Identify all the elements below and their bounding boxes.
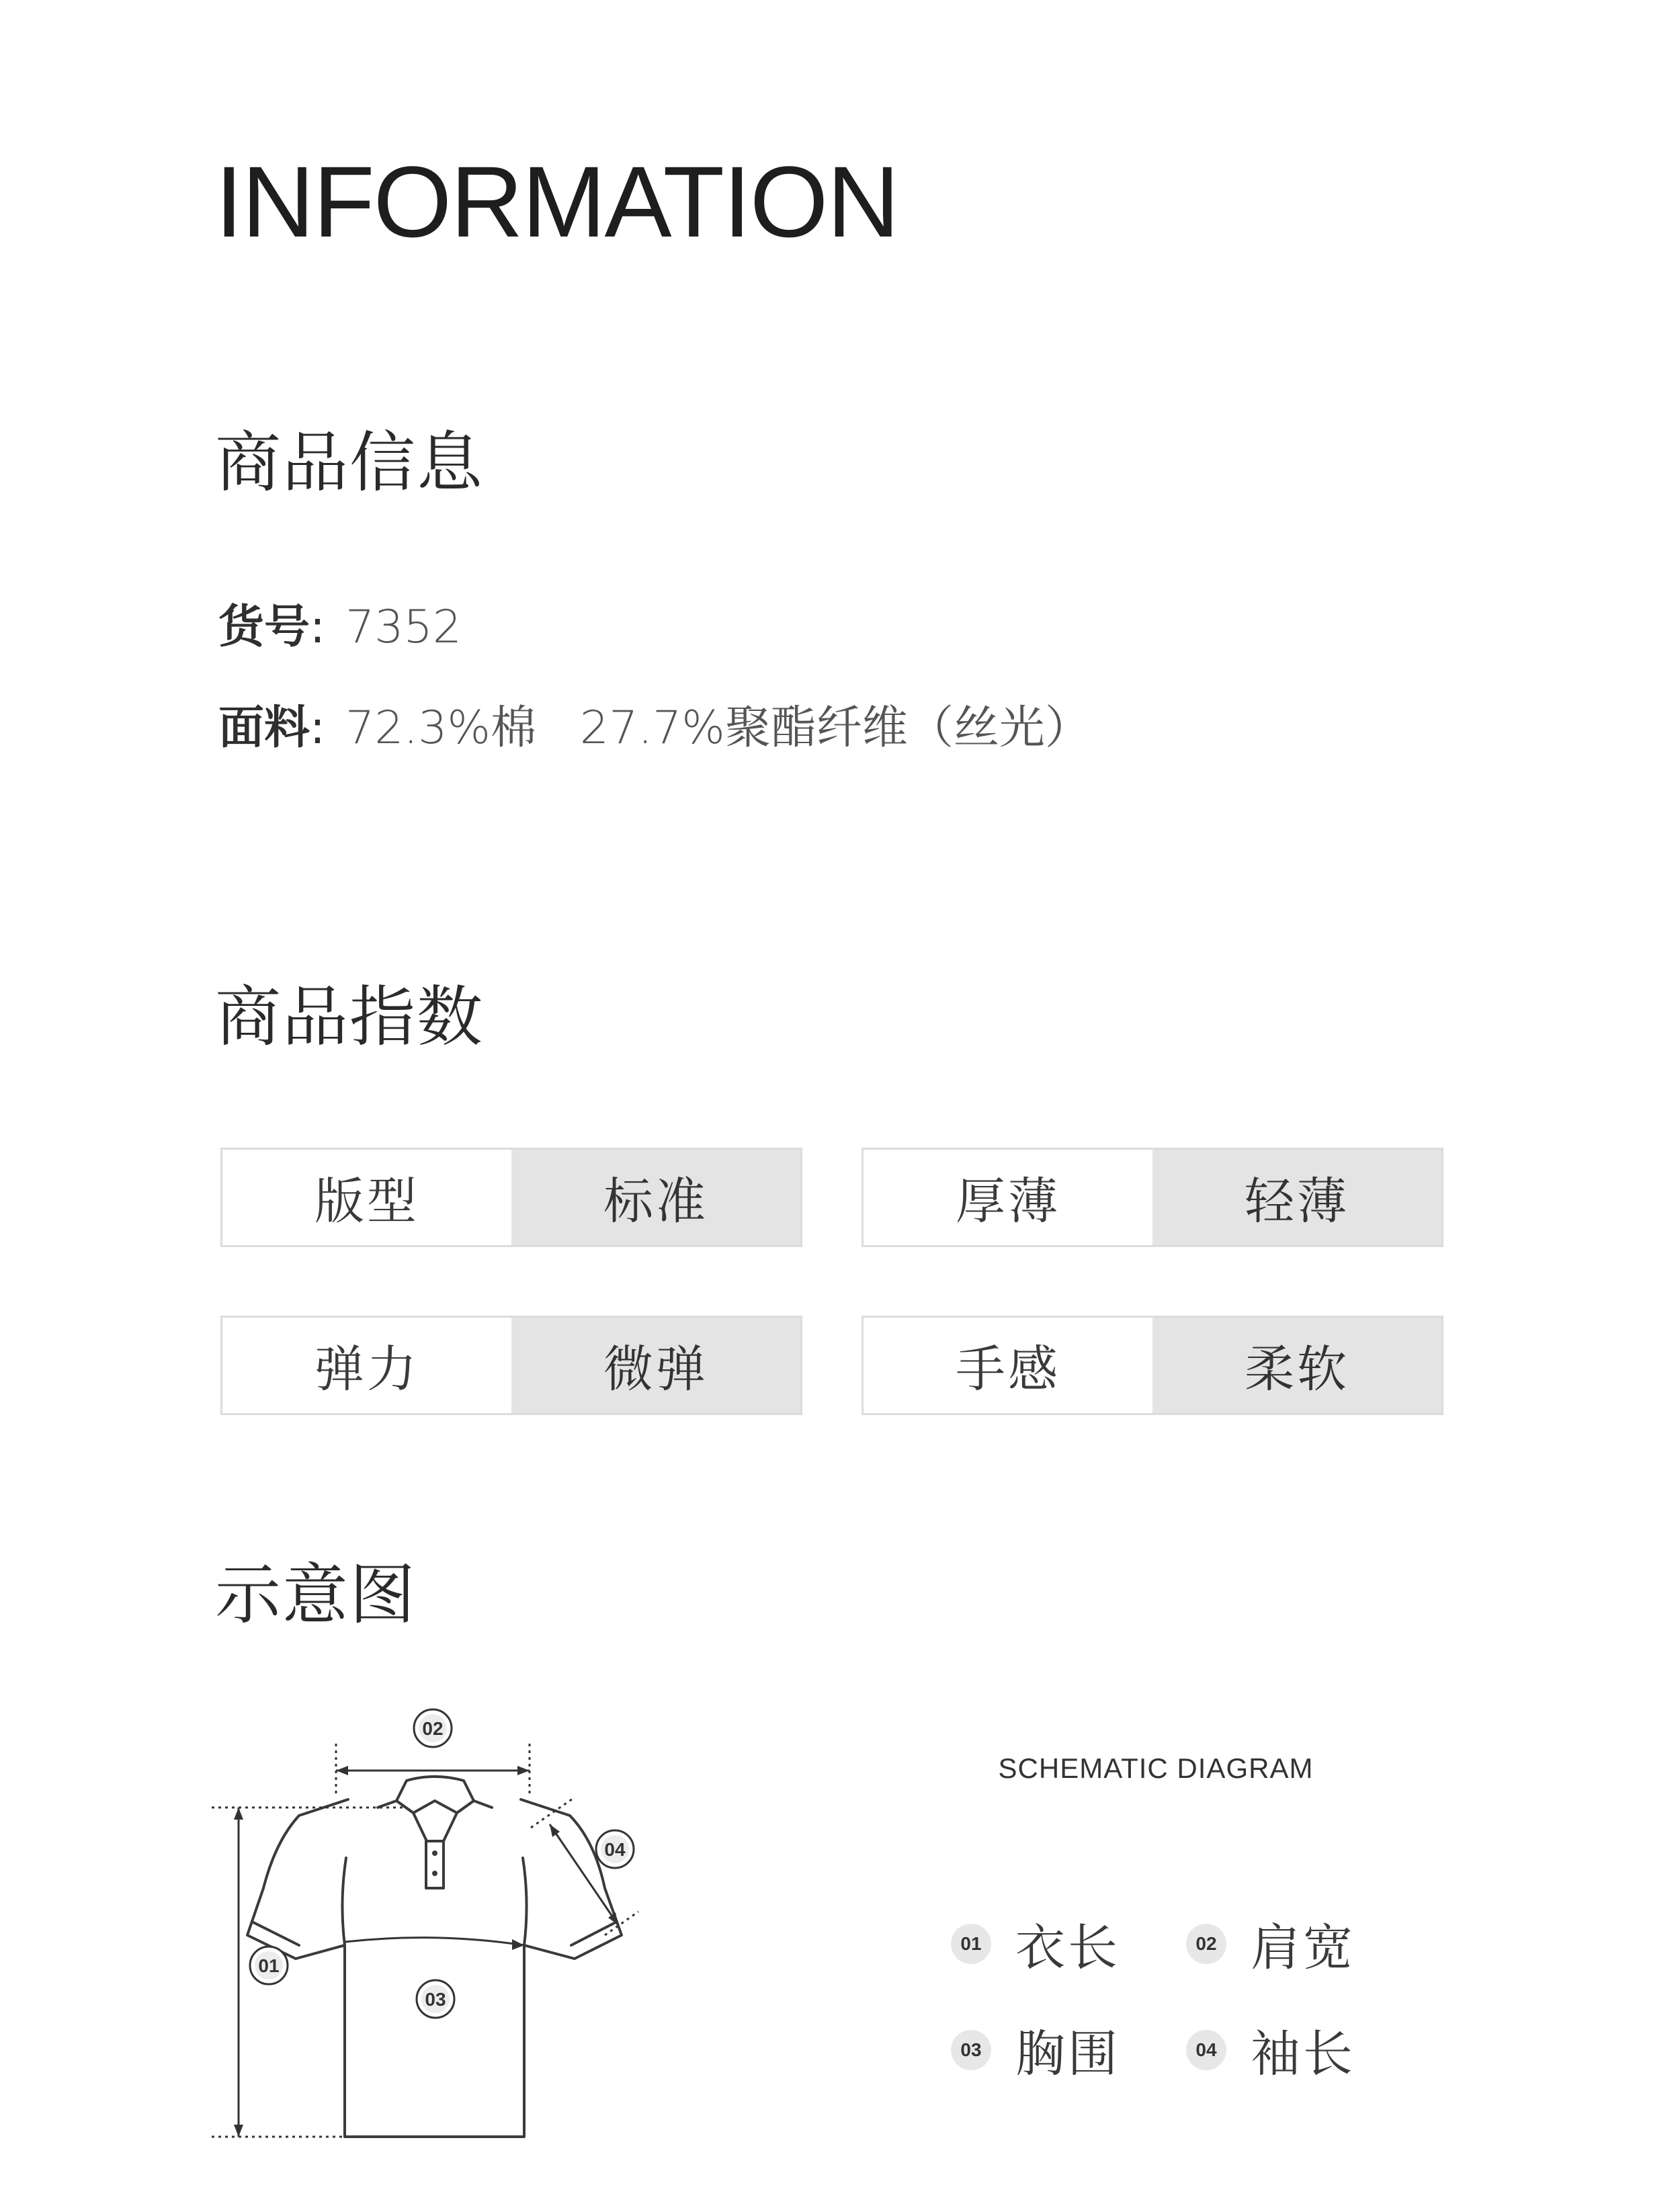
legend-num-shoulder: 02: [1186, 1924, 1226, 1964]
spec-fit: [220, 1148, 802, 1247]
button-2: [432, 1871, 437, 1876]
product-index-heading: 商品指数: [215, 979, 485, 1056]
legend-item-chest: [951, 2014, 1120, 2086]
item-number-value: 7352: [345, 601, 462, 654]
spec-thickness-label: 厚薄: [864, 1150, 1152, 1245]
schematic-caption: SCHEMATIC DIAGRAM: [998, 1752, 1314, 1784]
badge-length: [250, 1947, 288, 1984]
polo-shirt-diagram: [202, 1707, 712, 2150]
legend-num-length: 01: [951, 1924, 991, 1964]
spec-hand-feel: [862, 1316, 1443, 1415]
spec-fit-value: 标准: [511, 1150, 800, 1245]
product-info-heading: 商品信息: [215, 425, 485, 501]
schematic-heading: 示意图: [215, 1557, 417, 1633]
fabric-row: [218, 701, 1091, 755]
legend-num-sleeve: 04: [1186, 2030, 1226, 2070]
spec-elasticity-label: 弹力: [222, 1318, 511, 1413]
shirt-outline: [247, 1799, 622, 2137]
legend-item-shoulder: [1186, 1908, 1355, 1980]
fabric-label: 面料: [218, 701, 310, 755]
spec-fit-label: 版型: [222, 1150, 511, 1245]
badge-chest-text: 03: [425, 1989, 446, 2010]
legend-label-shoulder: 肩宽: [1251, 1919, 1355, 1977]
spec-thickness-value: 轻薄: [1152, 1150, 1441, 1245]
badge-chest: [417, 1980, 454, 2018]
spec-elasticity: [220, 1316, 802, 1415]
badge-sleeve: [596, 1830, 634, 1868]
collar-right: [444, 1801, 492, 1841]
badge-shoulder-text: 02: [422, 1718, 444, 1739]
legend-item-sleeve: [1186, 2014, 1355, 2086]
item-number-row: [218, 601, 462, 654]
legend-label-chest: 胸围: [1015, 2025, 1120, 2083]
item-number-label: 货号: [218, 601, 310, 654]
spec-hand-feel-value: 柔软: [1152, 1318, 1441, 1413]
legend-num-chest: 03: [951, 2030, 991, 2070]
placket: [426, 1841, 444, 1888]
item-number-colon: :: [310, 601, 325, 654]
badge-shoulder: [414, 1709, 452, 1747]
fabric-colon: :: [310, 701, 325, 755]
fabric-value: 72.3%棉 27.7%聚酯纤维（丝光）: [345, 701, 1091, 755]
spec-elasticity-value: 微弹: [511, 1318, 800, 1413]
legend-item-length: [951, 1908, 1120, 1980]
legend-label-length: 衣长: [1015, 1919, 1120, 1977]
spec-thickness: [862, 1148, 1443, 1247]
collar: [396, 1777, 474, 1813]
page-title: INFORMATION: [215, 145, 898, 258]
chest-line: [345, 1938, 524, 1945]
badge-length-text: 01: [258, 1955, 280, 1976]
legend-label-sleeve: 袖长: [1251, 2025, 1355, 2083]
button-1: [432, 1851, 437, 1856]
spec-hand-feel-label: 手感: [864, 1318, 1152, 1413]
badge-sleeve-text: 04: [604, 1839, 626, 1860]
